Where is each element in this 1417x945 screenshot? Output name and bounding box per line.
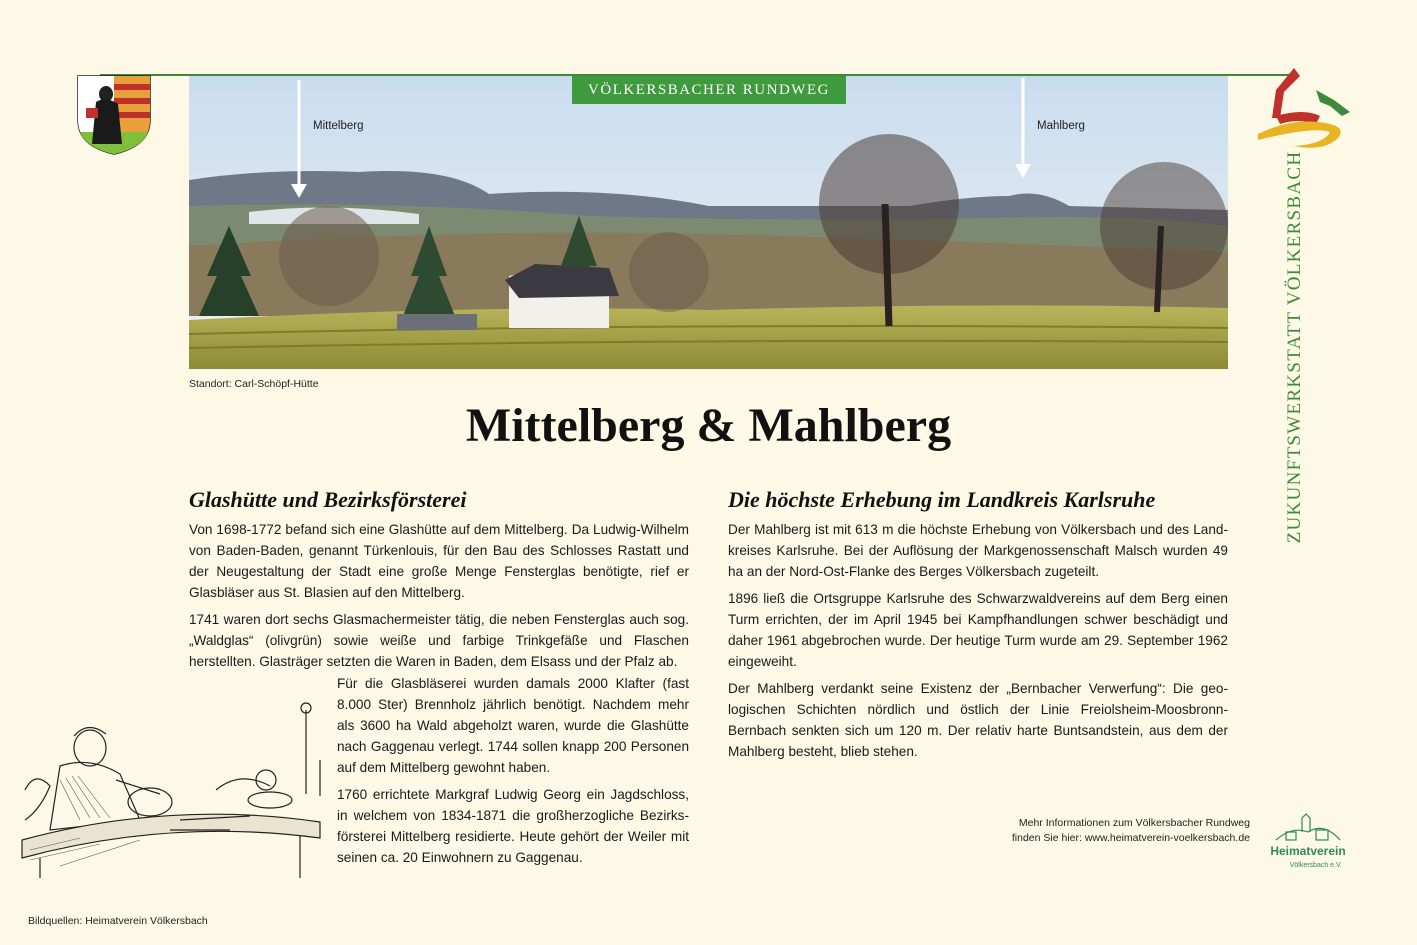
left-heading: Glashütte und Bezirksförsterei	[189, 487, 467, 512]
route-badge: VÖLKERSBACHER RUNDWEG	[572, 76, 846, 104]
more-info-line: Mehr Informationen zum Völkersbacher Rundweg	[1018, 817, 1250, 829]
website-link[interactable]: finden Sie hier: www.heimatverein-voelkersbach.de	[1011, 832, 1250, 844]
image-credit: Bildquellen: Heimatverein Völkersbach	[28, 915, 208, 927]
left-paragraph: 1760 errichtete Markgraf Ludwig Georg ein Jagdschloss, in welchem von 1834-1871 die großherzogliche Bezirks-försterei Mittelberg residierte. Heute gehört der Weiler mit seinen ca. 20 Einwohnern zu Gaggenau.	[337, 787, 689, 865]
zukunftswerkstatt-logo-icon	[1254, 66, 1358, 156]
logo-text-heimatverein: Heimatverein	[1270, 844, 1346, 858]
logo-text-voelkersbach: Völkersbach e.V.	[1289, 862, 1342, 869]
panorama-photo	[189, 76, 1228, 369]
left-column-lower	[337, 673, 689, 874]
label-mahlberg: Mahlberg	[1037, 120, 1085, 132]
glassblower-engraving	[20, 690, 325, 880]
vertical-title	[1240, 150, 1350, 544]
heimatverein-logo-icon	[1262, 812, 1354, 870]
right-paragraph: 1896 ließ die Ortsgruppe Karlsruhe des Schwarzwaldvereins auf dem Berg einen Turm errichten, der im April 1945 bei Kampfhandlungen schwer beschädigt und daher 1961 abgebrochen wurde. Der heutige Turm wurde am 29. September 1962 eingeweiht.	[728, 591, 1228, 669]
left-paragraph: Von 1698-1772 befand sich eine Glashütte auf dem Mittelberg. Da Ludwig-Wilhelm von Baden-Baden, genannt Türkenlouis, für den Bau des Schlosses Rastatt und der Neugestaltung der Stadt eine große Menge Fensterglas benötigte, rief er Glasbläser aus St. Blasien auf den Mittelberg.	[189, 522, 689, 600]
page-title: Mittelberg & Mahlberg	[465, 399, 952, 452]
right-paragraph: Der Mahlberg ist mit 613 m die höchste Erhebung von Völkersbach und des Land-kreises Karlsruhe. Bei der Auflösung der Markgenossenschaft Malsch wurden 49 ha an der Nord-Ost-Flanke des Berges Völkersbach zugeteilt.	[728, 522, 1228, 579]
left-paragraph: Für die Glasbläserei wurden damals 2000 Klafter (fast 8.000 Ster) Brennholz jährlich benötigt. Nachdem mehr als 3600 ha Wald abgeholzt waren, wurde die Glashütte nach Gaggenau verlegt. 1744 sollen knapp 200 Personen auf dem Mittelberg gewohnt haben.	[337, 676, 689, 775]
right-paragraph: Der Mahlberg verdankt seine Existenz der „Bernbacher Verwerfung“: Die geo-logischen Schichten nördlich und östlich der Linie Freiolsheim-Moosbronn-Bernbach senkten sich um 120 m. Der relativ harte Buntsandstein, aus dem der Mahlberg besteht, blieb stehen.	[728, 681, 1228, 759]
coat-of-arms-icon	[76, 74, 152, 156]
left-column	[189, 487, 689, 678]
more-info	[960, 816, 1250, 846]
right-column	[728, 487, 1228, 768]
vertical-title-text: ZUKUNFTSWERKSTATT VÖLKERSBACH	[1284, 150, 1305, 544]
label-mittelberg: Mittelberg	[313, 120, 364, 132]
photo-caption: Standort: Carl-Schöpf-Hütte	[189, 378, 319, 390]
right-heading: Die höchste Erhebung im Landkreis Karlsruhe	[728, 487, 1156, 512]
left-paragraph: 1741 waren dort sechs Glasmachermeister tätig, die neben Fensterglas auch sog. „Waldglas“ (olivgrün) sowie weiße und farbige Trinkgefäße und Flaschen herstellten. Glasträger setzten die Waren in Baden, dem Elsass und der Pfalz ab.	[189, 612, 689, 669]
